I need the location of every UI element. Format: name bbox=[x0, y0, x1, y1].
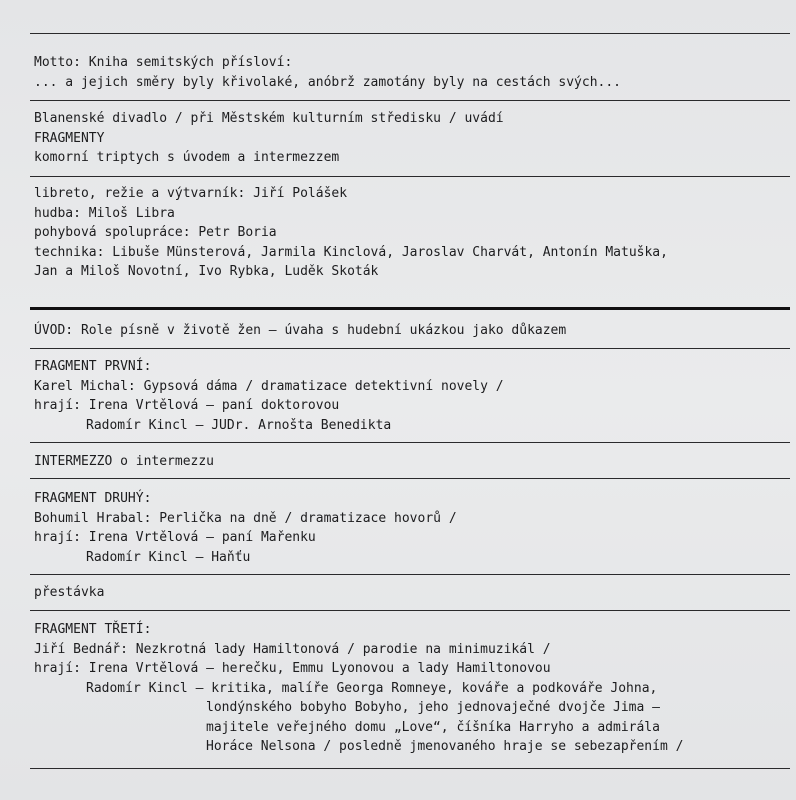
divider bbox=[30, 574, 790, 575]
cast-line: majitele veřejného domu „Love“, číšníka Harryho a admirála bbox=[206, 719, 660, 735]
intermezzo-section bbox=[34, 452, 214, 472]
divider bbox=[30, 33, 790, 34]
motto-section bbox=[34, 53, 621, 92]
fragment-heading: FRAGMENT PRVNÍ: bbox=[34, 359, 152, 374]
presenter-line: Blanenské divadlo / při Městském kulturním středisku / uvádí bbox=[34, 111, 504, 126]
divider bbox=[30, 610, 790, 611]
production-subtitle: komorní triptych s úvodem a intermezzem bbox=[34, 150, 340, 165]
intermezzo-line: INTERMEZZO o intermezzu bbox=[34, 454, 215, 469]
motto-line: Motto: Kniha semitských přísloví: bbox=[34, 55, 293, 70]
cast-line: hrají: Irena Vrtělová – herečku, Emmu Lyonovou a lady Hamiltonovou bbox=[34, 661, 551, 676]
fragment-work: Jiří Bednář: Nezkrotná lady Hamiltonová / parodie na minimuzikál / bbox=[34, 641, 551, 657]
divider bbox=[30, 478, 790, 479]
cast-line: Radomír Kincl – JUDr. Arnošta Benedikta bbox=[86, 417, 392, 433]
fragment-work: Bohumil Hrabal: Perlička na dně / dramatizace hovorů / bbox=[34, 510, 457, 526]
motto-quote: ... a jejich směry byly křivolaké, anóbrž zamotány byly na cestách svých... bbox=[34, 74, 621, 90]
fragment-work: Karel Michal: Gypsová dáma / dramatizace detektivní novely / bbox=[34, 378, 504, 394]
production-title: FRAGMENTY bbox=[34, 130, 105, 146]
divider bbox=[30, 348, 790, 349]
fragment2-section bbox=[34, 489, 457, 567]
header-section bbox=[34, 109, 504, 168]
credit-line: pohybová spolupráce: Petr Boria bbox=[34, 225, 277, 240]
divider bbox=[30, 176, 790, 177]
fragment-heading: FRAGMENT TŘETÍ: bbox=[34, 622, 152, 637]
fragment3-section bbox=[34, 620, 683, 757]
fragment-heading: FRAGMENT DRUHÝ: bbox=[34, 491, 152, 506]
fragment1-section bbox=[34, 357, 504, 435]
thick-divider bbox=[30, 307, 790, 310]
cast-line: londýnského bobyho Bobyho, jeho jednovaječné dvojče Jima – bbox=[206, 700, 660, 715]
credit-line: libreto, režie a výtvarník: Jiří Polášek bbox=[34, 186, 348, 201]
cast-line: Horáce Nelsona / posledně jmenovaného hraje se sebezapřením / bbox=[206, 739, 684, 754]
divider bbox=[30, 442, 790, 443]
divider bbox=[30, 100, 790, 101]
cast-line: Radomír Kincl – Haňťu bbox=[86, 549, 251, 565]
credit-line: Jan a Miloš Novotní, Ivo Rybka, Luděk Skoták bbox=[34, 264, 379, 279]
credit-line: hudba: Miloš Libra bbox=[34, 205, 175, 221]
divider bbox=[30, 768, 790, 769]
credit-line: technika: Libuše Münsterová, Jarmila Kinclová, Jaroslav Charvát, Antonín Matuška, bbox=[34, 244, 668, 260]
cast-line: hrají: Irena Vrtělová – paní Mařenku bbox=[34, 530, 316, 545]
break-section bbox=[34, 583, 104, 603]
cast-line: hrají: Irena Vrtělová – paní doktorovou bbox=[34, 398, 340, 413]
break-line: přestávka bbox=[34, 585, 105, 600]
intro-section bbox=[34, 321, 566, 341]
intro-line: ÚVOD: Role písně v životě žen – úvaha s hudební ukázkou jako důkazem bbox=[34, 323, 567, 338]
cast-line: Radomír Kincl – kritika, malíře Georga Romneye, kováře a podkováře Johna, bbox=[86, 680, 658, 696]
credits-section bbox=[34, 184, 668, 282]
